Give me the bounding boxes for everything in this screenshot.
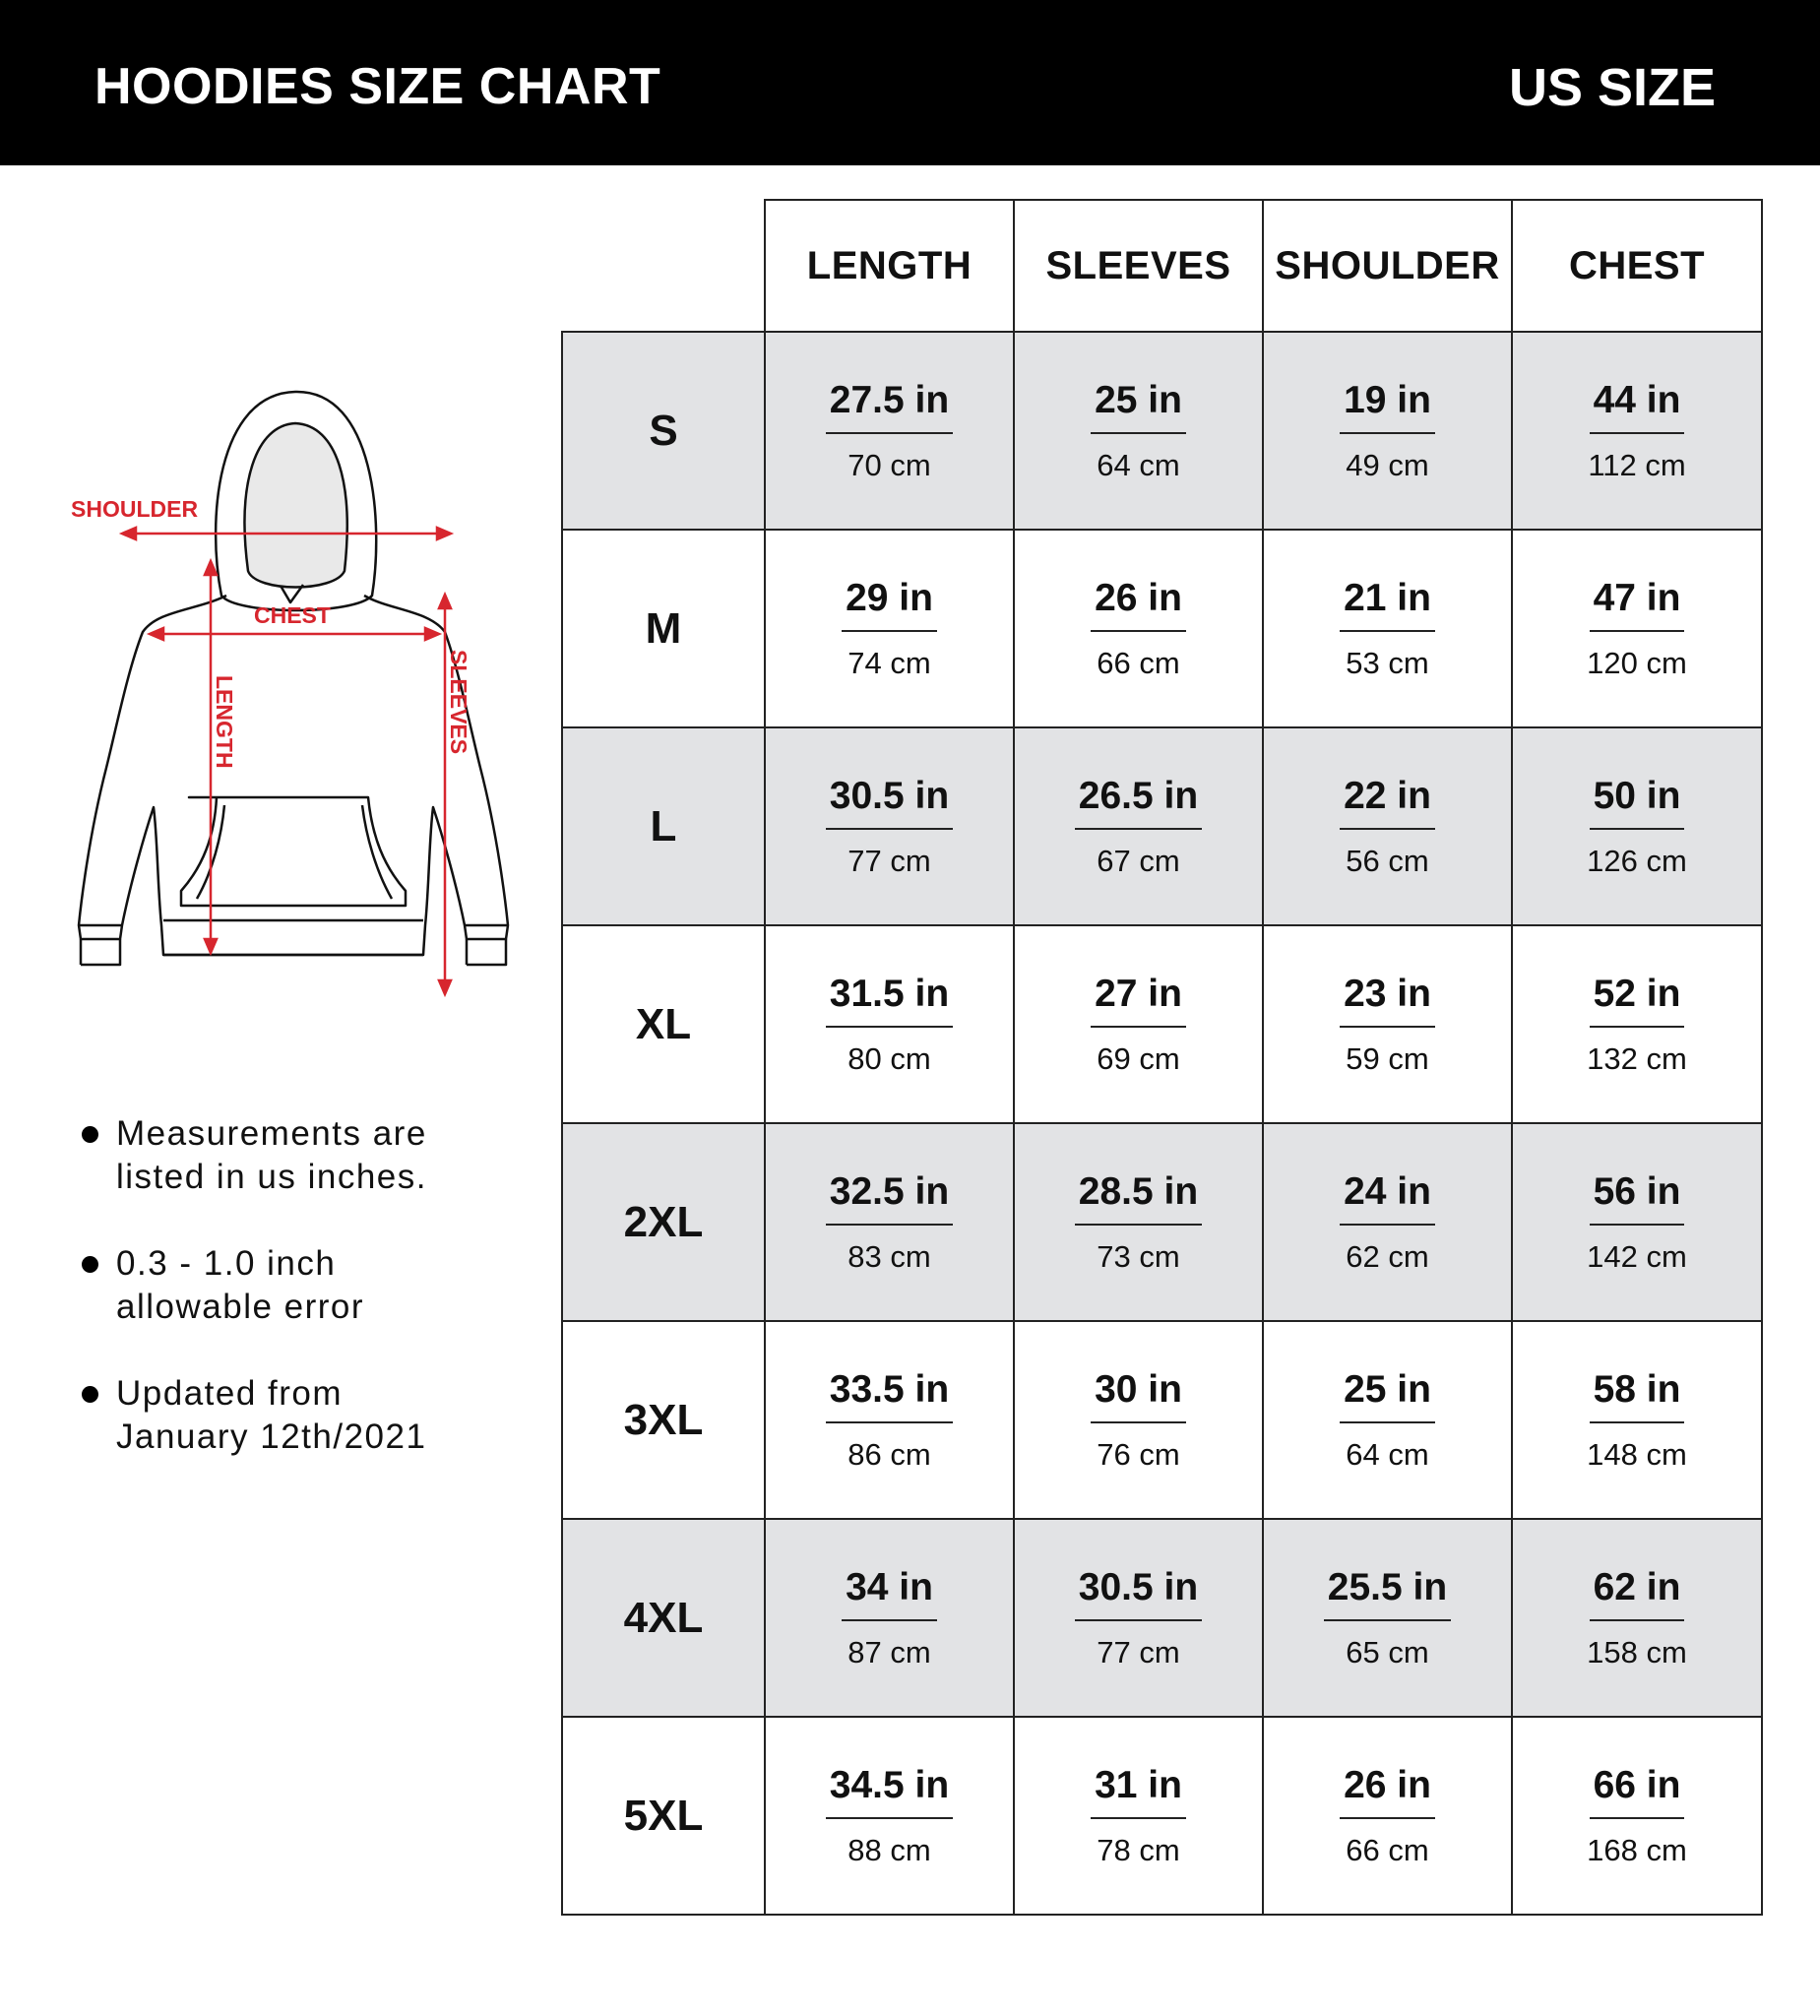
cuff-right (465, 925, 508, 965)
inch-value: 29 in (842, 577, 937, 632)
size-label: XL (562, 925, 765, 1123)
chest-measure-label: CHEST (254, 602, 331, 628)
cm-value: 78 cm (1097, 1832, 1180, 1867)
table-row (562, 1321, 1762, 1519)
inch-value: 21 in (1340, 577, 1435, 632)
size-region-label: US SIZE (1508, 58, 1716, 117)
measurement-cell-shoulder (1263, 1717, 1512, 1915)
inch-value: 31.5 in (826, 973, 953, 1028)
measurement-cell-length (765, 1519, 1014, 1717)
inch-value: 24 in (1340, 1170, 1435, 1226)
note-line: Measurements are (116, 1114, 427, 1153)
size-rows (562, 332, 1762, 1915)
cm-value: 76 cm (1097, 1436, 1180, 1472)
inch-value: 50 in (1590, 775, 1685, 830)
table-row (562, 530, 1762, 727)
cm-value: 64 cm (1097, 447, 1180, 482)
page-header (0, 0, 1820, 165)
measurement-cell-sleeves (1014, 1519, 1263, 1717)
measurement-cell-sleeves (1014, 332, 1263, 530)
measurement-cell-chest (1512, 332, 1762, 530)
cm-value: 67 cm (1097, 843, 1180, 878)
cm-value: 59 cm (1346, 1040, 1429, 1076)
measurement-cell-shoulder (1263, 925, 1512, 1123)
note-item (79, 1112, 512, 1199)
note-item (79, 1242, 512, 1329)
inch-value: 26.5 in (1075, 775, 1202, 830)
size-label: 2XL (562, 1123, 765, 1321)
inch-value: 30 in (1091, 1368, 1186, 1423)
cuff-left (79, 925, 122, 965)
inch-value: 33.5 in (826, 1368, 953, 1423)
cm-value: 49 cm (1346, 447, 1429, 482)
measurement-cell-length (765, 925, 1014, 1123)
measurement-cell-shoulder (1263, 1519, 1512, 1717)
measurement-cell-chest (1512, 925, 1762, 1123)
inch-value: 25.5 in (1324, 1566, 1451, 1621)
table-row (562, 332, 1762, 530)
measurement-cell-shoulder (1263, 727, 1512, 925)
inch-value: 22 in (1340, 775, 1435, 830)
table-row (562, 1123, 1762, 1321)
table-header-row (562, 200, 1762, 332)
length-measure-label: LENGTH (212, 675, 237, 769)
measurement-cell-chest (1512, 530, 1762, 727)
size-label: M (562, 530, 765, 727)
hood-face-opening (245, 423, 347, 588)
cm-value: 87 cm (847, 1634, 931, 1670)
inch-value: 31 in (1091, 1764, 1186, 1819)
cm-value: 168 cm (1587, 1832, 1687, 1867)
measurement-cell-shoulder (1263, 530, 1512, 727)
cm-value: 62 cm (1346, 1238, 1429, 1274)
measurement-cell-length (765, 1123, 1014, 1321)
measurement-cell-sleeves (1014, 1321, 1263, 1519)
cm-value: 148 cm (1587, 1436, 1687, 1472)
inch-value: 30.5 in (1075, 1566, 1202, 1621)
measurement-cell-length (765, 1321, 1014, 1519)
column-header-sleeves: SLEEVES (1014, 200, 1263, 332)
cm-value: 83 cm (847, 1238, 931, 1274)
inch-value: 56 in (1590, 1170, 1685, 1226)
measurement-cell-shoulder (1263, 332, 1512, 530)
cm-value: 86 cm (847, 1436, 931, 1472)
measurement-cell-shoulder (1263, 1123, 1512, 1321)
measurement-cell-sleeves (1014, 530, 1263, 727)
cm-value: 74 cm (847, 645, 931, 680)
table-row (562, 1717, 1762, 1915)
cm-value: 120 cm (1587, 645, 1687, 680)
cm-value: 70 cm (847, 447, 931, 482)
measurement-cell-chest (1512, 1519, 1762, 1717)
column-header-chest: CHEST (1512, 200, 1762, 332)
measurement-notes (79, 1112, 512, 1502)
inch-value: 66 in (1590, 1764, 1685, 1819)
note-line: allowable error (116, 1288, 365, 1326)
measurement-cell-chest (1512, 727, 1762, 925)
measurement-cell-shoulder (1263, 1321, 1512, 1519)
measurement-cell-sleeves (1014, 727, 1263, 925)
measurement-cell-chest (1512, 1321, 1762, 1519)
inch-value: 26 in (1340, 1764, 1435, 1819)
measurement-cell-sleeves (1014, 1123, 1263, 1321)
cm-value: 88 cm (847, 1832, 931, 1867)
sleeves-measure-label: SLEEVES (446, 650, 471, 755)
inch-value: 27.5 in (826, 379, 953, 434)
inch-value: 30.5 in (826, 775, 953, 830)
note-line: Updated from (116, 1374, 344, 1413)
inch-value: 25 in (1340, 1368, 1435, 1423)
bullet-icon (82, 1256, 98, 1273)
measurement-cell-chest (1512, 1123, 1762, 1321)
cm-value: 56 cm (1346, 843, 1429, 878)
table-row (562, 925, 1762, 1123)
size-label: S (562, 332, 765, 530)
size-chart-table (561, 199, 1763, 1916)
cm-value: 77 cm (1097, 1634, 1180, 1670)
measurement-cell-chest (1512, 1717, 1762, 1915)
measurement-cell-sleeves (1014, 1717, 1263, 1915)
inch-value: 23 in (1340, 973, 1435, 1028)
inch-value: 52 in (1590, 973, 1685, 1028)
cm-value: 80 cm (847, 1040, 931, 1076)
cm-value: 132 cm (1587, 1040, 1687, 1076)
measurement-cell-length (765, 332, 1014, 530)
bullet-icon (82, 1386, 98, 1403)
hoodie-illustration (59, 374, 551, 1004)
inch-value: 19 in (1340, 379, 1435, 434)
measurement-cell-length (765, 530, 1014, 727)
inch-value: 58 in (1590, 1368, 1685, 1423)
cm-value: 69 cm (1097, 1040, 1180, 1076)
cm-value: 65 cm (1346, 1634, 1429, 1670)
hoodie-measurement-diagram (59, 374, 551, 1004)
cm-value: 77 cm (847, 843, 931, 878)
note-item (79, 1372, 512, 1459)
inch-value: 34.5 in (826, 1764, 953, 1819)
column-header-shoulder: SHOULDER (1263, 200, 1512, 332)
inch-value: 25 in (1091, 379, 1186, 434)
cm-value: 126 cm (1587, 843, 1687, 878)
size-label: L (562, 727, 765, 925)
cm-value: 64 cm (1346, 1436, 1429, 1472)
table-row (562, 727, 1762, 925)
size-label: 3XL (562, 1321, 765, 1519)
inch-value: 62 in (1590, 1566, 1685, 1621)
inch-value: 26 in (1091, 577, 1186, 632)
inch-value: 47 in (1590, 577, 1685, 632)
bullet-icon (82, 1126, 98, 1143)
measurement-cell-length (765, 727, 1014, 925)
table-row (562, 1519, 1762, 1717)
note-line: listed in us inches. (116, 1158, 427, 1196)
inch-value: 32.5 in (826, 1170, 953, 1226)
note-line: January 12th/2021 (116, 1418, 427, 1456)
size-label: 4XL (562, 1519, 765, 1717)
inch-value: 28.5 in (1075, 1170, 1202, 1226)
cm-value: 66 cm (1346, 1832, 1429, 1867)
cm-value: 66 cm (1097, 645, 1180, 680)
inch-value: 44 in (1590, 379, 1685, 434)
measurement-cell-length (765, 1717, 1014, 1915)
table-corner-cell (562, 200, 765, 332)
inch-value: 27 in (1091, 973, 1186, 1028)
cm-value: 53 cm (1346, 645, 1429, 680)
shoulder-measure-label: SHOULDER (71, 496, 199, 522)
cm-value: 158 cm (1587, 1634, 1687, 1670)
cm-value: 112 cm (1588, 447, 1686, 482)
page-title: HOODIES SIZE CHART (94, 58, 661, 115)
size-label: 5XL (562, 1717, 765, 1915)
inch-value: 34 in (842, 1566, 937, 1621)
cm-value: 142 cm (1587, 1238, 1687, 1274)
waistband (163, 920, 423, 955)
column-header-length: LENGTH (765, 200, 1014, 332)
cm-value: 73 cm (1097, 1238, 1180, 1274)
note-line: 0.3 - 1.0 inch (116, 1244, 337, 1283)
measurement-cell-sleeves (1014, 925, 1263, 1123)
